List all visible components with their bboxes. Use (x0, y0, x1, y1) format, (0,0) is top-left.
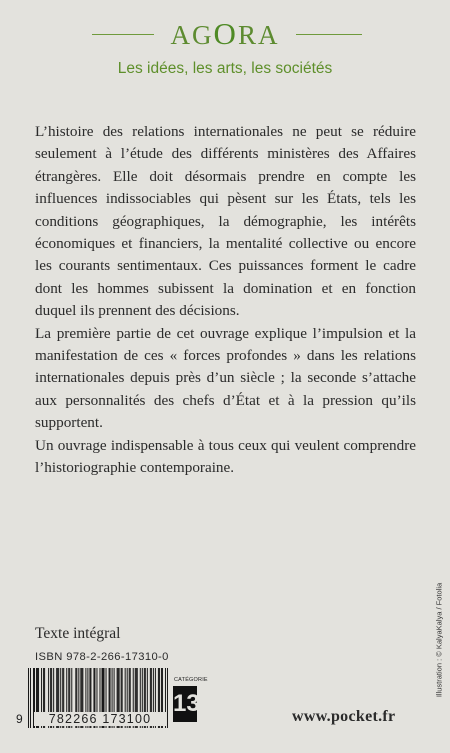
categorie-label: CATÉGORIE (174, 677, 208, 683)
texte-integral-label: Texte intégral (35, 625, 121, 642)
barcode-bar (28, 668, 29, 728)
isbn-label: ISBN 978-2-266-17310-0 (35, 651, 169, 663)
barcode-first-digit: 9 (16, 712, 23, 726)
brand-text: AGORA (170, 16, 280, 51)
blurb-paragraph-1: L’histoire des relations internationales ne peut se réduire seulement à l’étude des différents ministères des Affaires étrangères. Elle doit désormais prendre en compte les influences indissociables qui pèsent sur les États, tels les conditions géographiques, la démographie, les intérêts économiques et financiers, la mentalité collective ou encore les courants sentimentaux. Ces puissances forment le cadre dont les hommes subissent la domination et en fonction duquel ils prennent des décisions. (35, 123, 416, 320)
brand-logo (0, 16, 450, 52)
tagline: Les idées, les arts, les sociétés (117, 60, 333, 77)
header (0, 0, 450, 90)
barcode-digits: 782266 173100 (34, 712, 166, 726)
blurb-paragraph-2: La première partie de cet ouvrage explique l’impulsion et la manifestation de ces « forces profondes » dans les relations internationales depuis près d’un siècle ; la seconde s’attache aux personnalités des chefs d’État et à la pression qu’ils supportent. (35, 324, 416, 432)
blurb (35, 121, 416, 480)
illustration-credit (432, 580, 446, 700)
blurb-paragraph-3: Un ouvrage indispensable à tous ceux qui veulent comprendre l’historiographie contemporaine. (35, 436, 416, 477)
barcode-bar (30, 668, 31, 728)
barcode-bar (167, 668, 168, 728)
categorie-badge: 13 (173, 686, 197, 722)
website-link[interactable]: www.pocket.fr (292, 708, 396, 725)
illustration-credit-text: Illustration : © KalyaKalya / Fotolia (434, 582, 444, 698)
brand-o-letter: O (213, 16, 238, 51)
